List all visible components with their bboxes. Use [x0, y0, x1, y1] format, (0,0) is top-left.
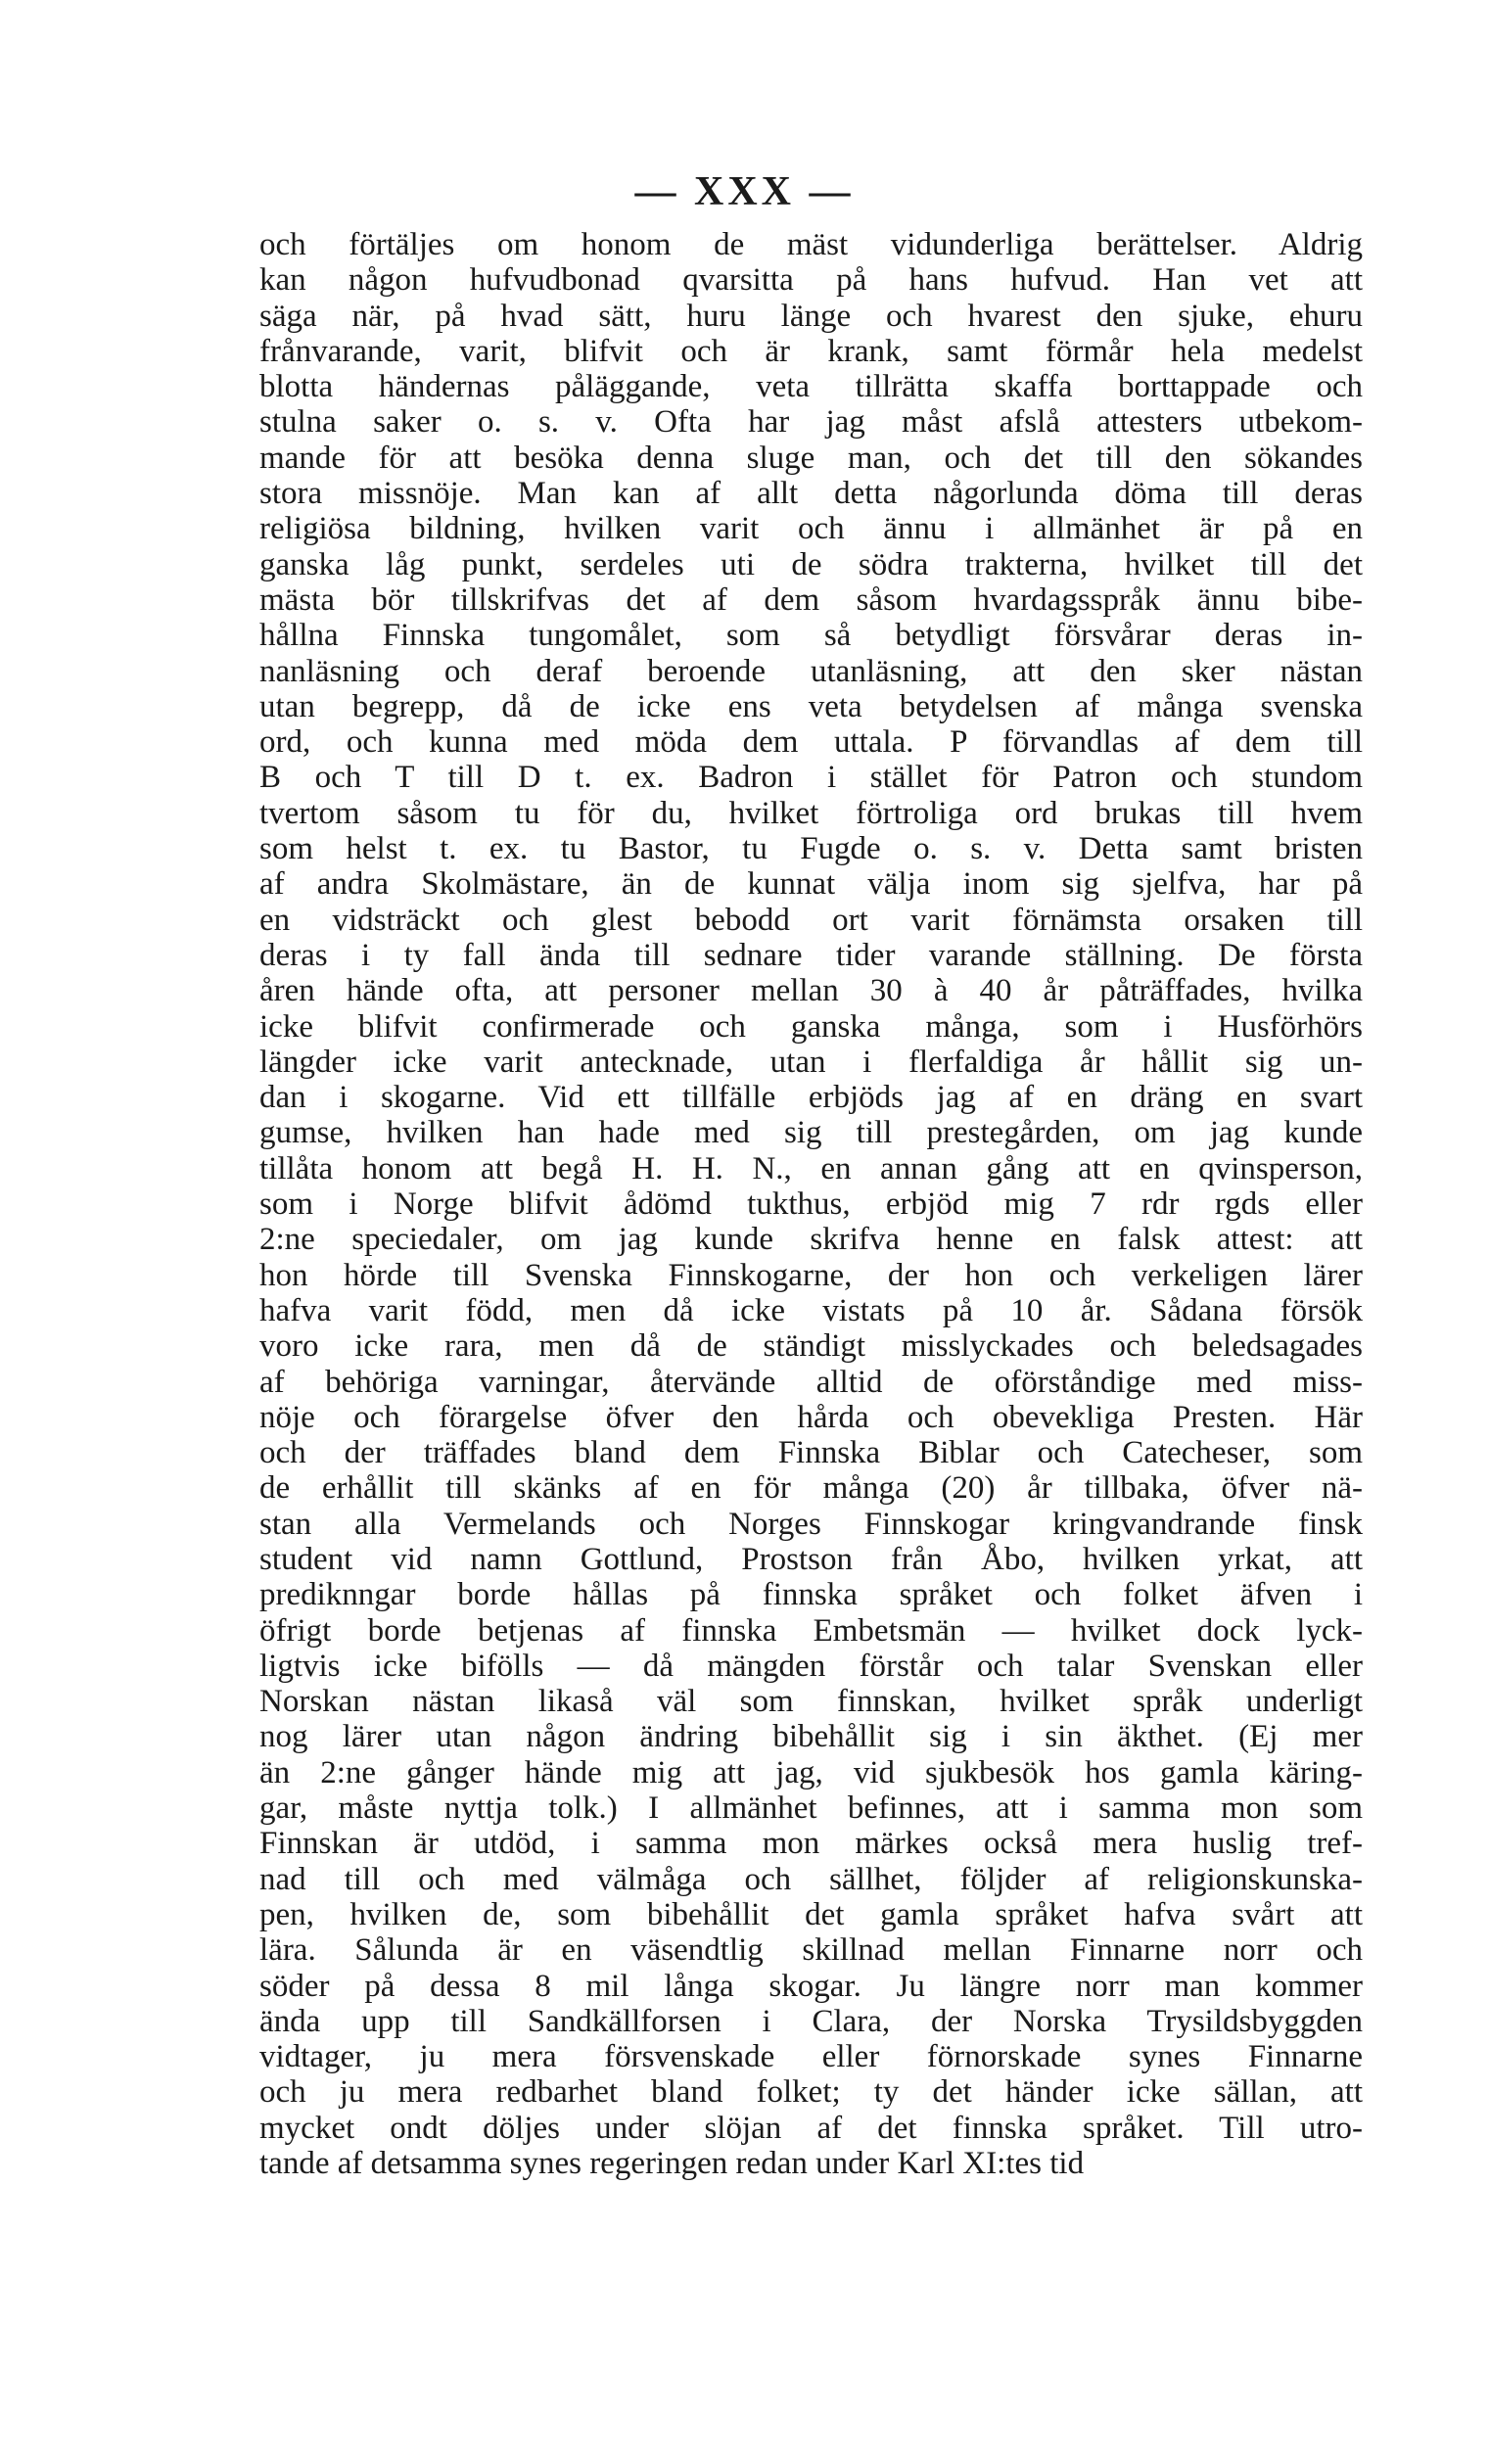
- text-line: mande för att besöka denna sluge man, och det till den sökandes: [259, 440, 1363, 476]
- text-line: deras i ty fall ända till sednare tider varande ställning. De första: [259, 937, 1363, 973]
- text-line: ligtvis icke bifölls — då mängden förstår och talar Svenskan eller: [259, 1648, 1363, 1684]
- text-line: vidtager, ju mera försvenskade eller förnorskade synes Finnarne: [259, 2039, 1363, 2075]
- text-line: som i Norge blifvit ådömd tukthus, erbjöd mig 7 rdr rgds eller: [259, 1186, 1363, 1223]
- text-line: nog lärer utan någon ändring bibehållit sig i sin äkthet. (Ej mer: [259, 1719, 1363, 1755]
- text-line: hon hörde till Svenska Finnskogarne, der hon och verkeligen lärer: [259, 1257, 1363, 1293]
- text-line: af andra Skolmästare, än de kunnat välja inom sig sjelfva, har på: [259, 866, 1363, 903]
- text-line: pen, hvilken de, som bibehållit det gamla språket hafva svårt att: [259, 1896, 1363, 1932]
- text-line: dan i skogarne. Vid ett tillfälle erbjöds jag af en dräng en svart: [259, 1080, 1363, 1116]
- text-line: voro icke rara, men då de ständigt misslyckades och beledsagades: [259, 1328, 1363, 1365]
- text-line: åren hände ofta, att personer mellan 30 à 40 år påträffades, hvilka: [259, 973, 1363, 1009]
- text-line: tillåta honom att begå H. H. N., en annan gång att en qvinsperson,: [259, 1150, 1363, 1186]
- text-line: student vid namn Gottlund, Prostson från Åbo, hvilken yrkat, att: [259, 1541, 1363, 1577]
- text-line: en vidsträckt och glest bebodd ort varit förnämsta orsaken till: [259, 902, 1363, 938]
- text-line: religiösa bildning, hvilken varit och ännu i allmänhet är på en: [259, 511, 1363, 547]
- text-line: mästa bör tillskrifvas det af dem såsom hvardagsspråk ännu bibe-: [259, 581, 1363, 618]
- text-line: Finnskan är utdöd, i samma mon märkes också mera huslig tref-: [259, 1826, 1363, 1862]
- text-line: och ju mera redbarhet bland folket; ty det händer icke sällan, att: [259, 2074, 1363, 2111]
- text-line: gar, måste nyttja tolk.) I allmänhet befinnes, att i samma mon som: [259, 1790, 1363, 1827]
- text-line: af behöriga varningar, återvände alltid de oförståndige med miss-: [259, 1364, 1363, 1400]
- text-line: blotta händernas påläggande, veta tillrätta skaffa borttappade och: [259, 369, 1363, 405]
- text-line: säga när, på hvad sätt, huru länge och hvarest den sjuke, ehuru: [259, 298, 1363, 334]
- text-line: som helst t. ex. tu Bastor, tu Fugde o. s. v. Detta samt bristen: [259, 831, 1363, 867]
- page-number: — XXX —: [634, 169, 855, 214]
- text-line: hafva varit född, men då icke vistats på 10 år. Sådana försök: [259, 1292, 1363, 1328]
- text-line: öfrigt borde betjenas af finnska Embetsmän — hvilket dock lyck-: [259, 1612, 1363, 1649]
- text-line: stan alla Vermelands och Norges Finnskogar kringvandrande finsk: [259, 1506, 1363, 1542]
- text-line: söder på dessa 8 mil långa skogar. Ju längre norr man kommer: [259, 1968, 1363, 2004]
- text-line: 2:ne speciedaler, om jag kunde skrifva henne en falsk attest: att: [259, 1222, 1363, 1258]
- text-line: kan någon hufvudbonad qvarsitta på hans hufvud. Han vet att: [259, 262, 1363, 299]
- text-line: mycket ondt döljes under slöjan af det finnska språket. Till utro-: [259, 2110, 1363, 2146]
- text-line: ganska låg punkt, serdeles uti de södra trakterna, hvilket till det: [259, 546, 1363, 582]
- text-line: och förtäljes om honom de mäst vidunderliga berättelser. Aldrig: [259, 227, 1363, 262]
- text-line: Norskan nästan likaså väl som finnskan, hvilket språk underligt: [259, 1684, 1363, 1720]
- text-line: frånvarande, varit, blifvit och är krank, samt förmår hela medelst: [259, 333, 1363, 369]
- text-line: prediknngar borde hållas på finnska språket och folket äfven i: [259, 1577, 1363, 1613]
- text-line: tvertom såsom tu för du, hvilket förtroliga ord brukas till hvem: [259, 795, 1363, 831]
- text-line: B och T till D t. ex. Badron i stället för Patron och stundom: [259, 760, 1363, 796]
- text-line: stora missnöje. Man kan af allt detta någorlunda döma till deras: [259, 476, 1363, 512]
- text-line: nad till och med välmåga och sällhet, följder af religionskunska-: [259, 1861, 1363, 1897]
- text-line: lära. Sålunda är en väsendtlig skillnad mellan Finnarne norr och: [259, 1932, 1363, 1969]
- body-text: [259, 227, 1363, 2181]
- text-line: ända upp till Sandkällforsen i Clara, der Norska Trysildsbyggden: [259, 2003, 1363, 2039]
- text-line: de erhållit till skänks af en för många (20) år tillbaka, öfver nä-: [259, 1470, 1363, 1507]
- text-line: gumse, hvilken han hade med sig till prestegården, om jag kunde: [259, 1115, 1363, 1151]
- text-line: tande af detsamma synes regeringen redan under Karl XI:tes tid: [259, 2146, 1085, 2182]
- text-line: längder icke varit antecknade, utan i flerfaldiga år hållit sig un-: [259, 1044, 1363, 1080]
- text-line: stulna saker o. s. v. Ofta har jag måst afslå attesters utbekom-: [259, 404, 1363, 441]
- text-line: nöje och förargelse öfver den hårda och obevekliga Presten. Här: [259, 1399, 1363, 1435]
- text-line: nanläsning och deraf beroende utanläsning, att den sker nästan: [259, 653, 1363, 689]
- text-line: ord, och kunna med möda dem uttala. P förvandlas af dem till: [259, 724, 1363, 761]
- text-line: utan begrepp, då de icke ens veta betydelsen af många svenska: [259, 688, 1363, 724]
- text-line: hållna Finnska tungomålet, som så betydligt försvårar deras in-: [259, 618, 1363, 654]
- text-line: än 2:ne gånger hände mig att jag, vid sjukbesök hos gamla käring-: [259, 1754, 1363, 1790]
- text-line: icke blifvit confirmerade och ganska många, som i Husförhörs: [259, 1008, 1363, 1045]
- text-line: och der träffades bland dem Finnska Biblar och Catecheser, som: [259, 1435, 1363, 1471]
